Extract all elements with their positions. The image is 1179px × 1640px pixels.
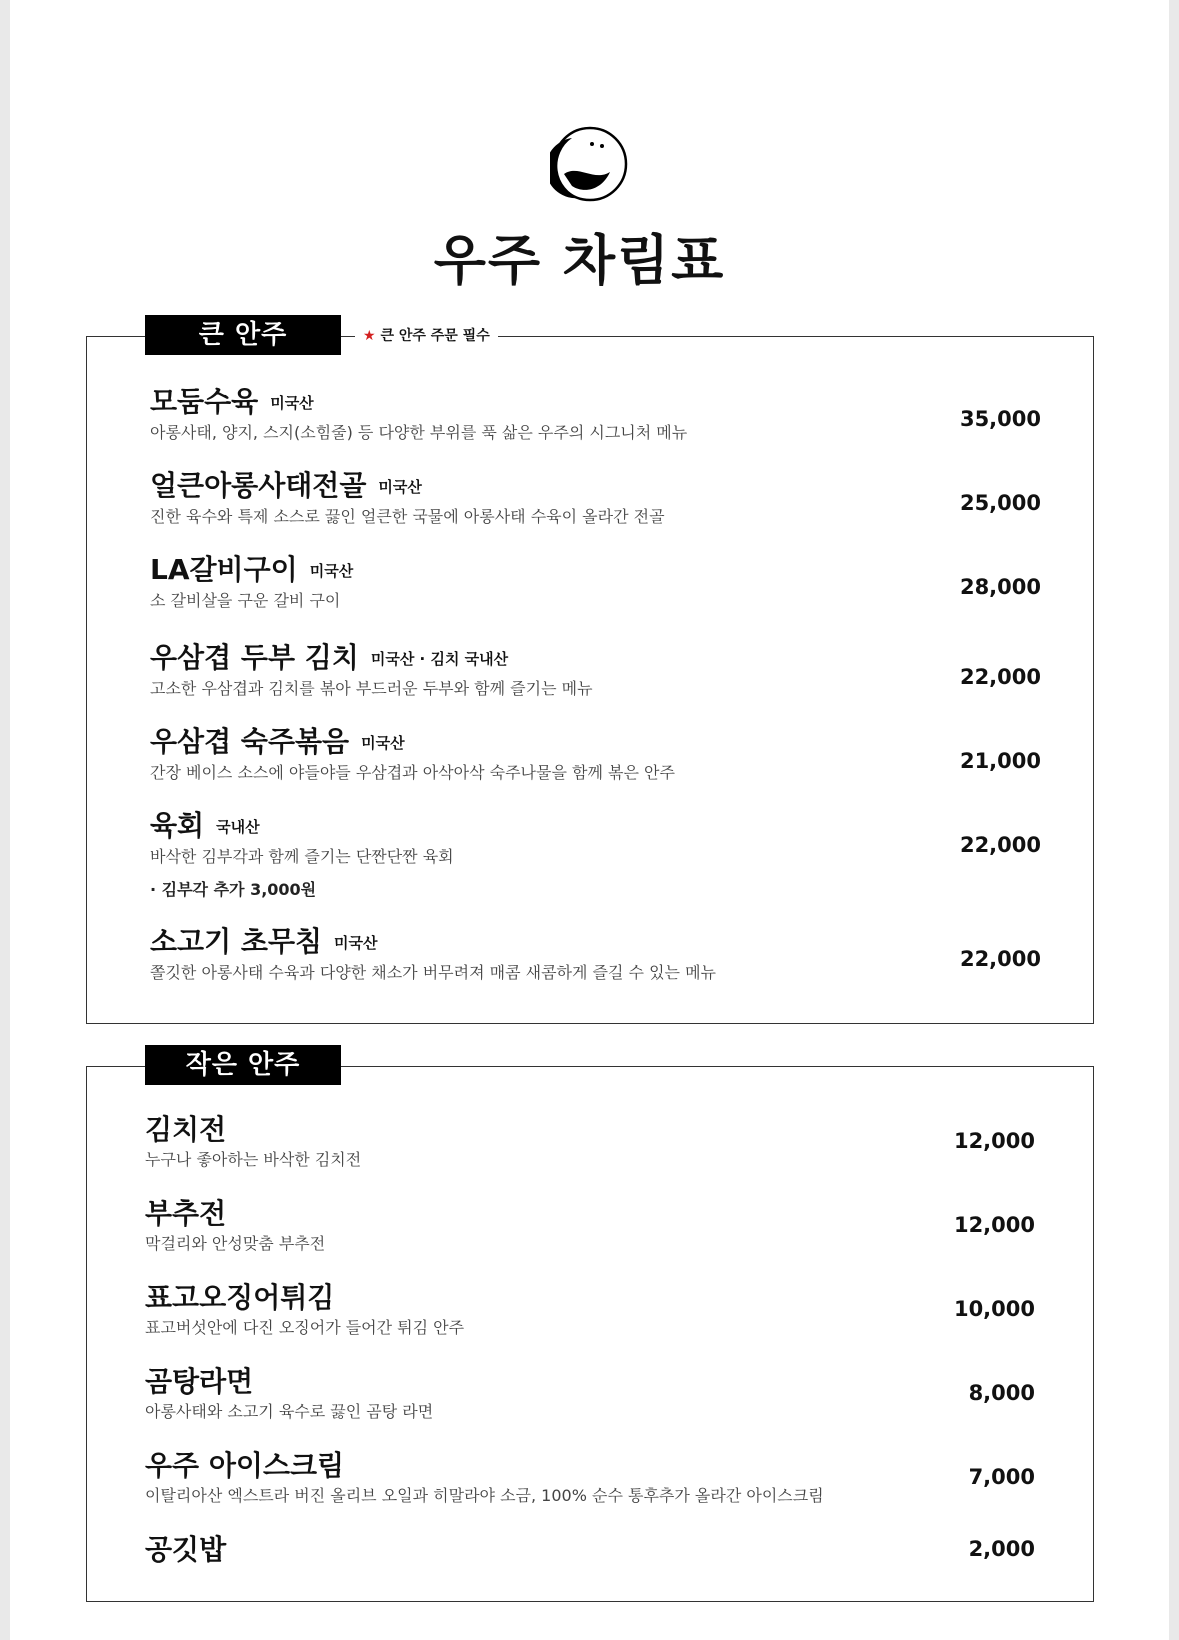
item-name: 우삼겹 두부 김치 (150, 641, 359, 674)
item-origin: 국내산 (216, 818, 260, 836)
item-name: 모둠수육 (150, 385, 259, 418)
item-origin: 미국산 (334, 934, 378, 952)
item-name: LA갈비구이 (150, 553, 298, 586)
small-appetizer-section (86, 1050, 1094, 1602)
item-name: 표고오징어튀김 (145, 1281, 335, 1314)
item-price: 21,000 (959, 749, 1041, 773)
item-desc: 소 갈비살을 구운 갈비 구이 (150, 591, 341, 610)
star-icon: ★ (363, 328, 376, 344)
item-price: 22,000 (959, 947, 1041, 971)
item-name: 김치전 (145, 1113, 227, 1146)
big-appetizer-section (86, 320, 1094, 1024)
item-desc: 누구나 좋아하는 바삭한 김치전 (145, 1150, 362, 1169)
item-price: 35,000 (959, 407, 1041, 431)
item-desc: 아롱사태, 양지, 스지(소힘줄) 등 다양한 부위를 푹 삶은 우주의 시그니처 메뉴 (150, 423, 688, 442)
item-extra-option: · 김부각 추가 3,000원 (150, 880, 317, 899)
section-label: 작은 안주 (145, 1045, 341, 1085)
item-origin: 미국산 · 김치 국내산 (370, 650, 509, 668)
item-price: 12,000 (953, 1129, 1035, 1153)
item-name: 공깃밥 (145, 1533, 227, 1566)
item-name: 부추전 (145, 1197, 227, 1230)
order-note-text: 큰 안주 주문 필수 (380, 328, 490, 344)
item-price: 22,000 (959, 665, 1041, 689)
item-desc: 바삭한 김부각과 함께 즐기는 단짠단짠 육회 (150, 847, 454, 866)
item-price: 22,000 (959, 833, 1041, 857)
item-price: 8,000 (968, 1381, 1035, 1405)
item-name: 곰탕라면 (145, 1365, 254, 1398)
item-desc: 간장 베이스 소스에 야들야들 우삼겹과 아삭아삭 숙주나물을 함께 볶은 안주 (150, 763, 675, 782)
item-price: 25,000 (959, 491, 1041, 515)
item-desc: 고소한 우삼겹과 김치를 볶아 부드러운 두부와 함께 즐기는 메뉴 (150, 679, 593, 698)
item-price: 12,000 (953, 1213, 1035, 1237)
item-price: 7,000 (968, 1465, 1035, 1489)
item-desc: 이탈리아산 엑스트라 버진 올리브 오일과 히말라야 소금, 100% 순수 통후추가 올라간 아이스크림 (145, 1486, 824, 1505)
item-name: 우주 아이스크림 (145, 1449, 345, 1482)
section-label: 큰 안주 (145, 315, 341, 355)
item-desc: 진한 육수와 특제 소스로 끓인 얼큰한 국물에 아롱사태 수육이 올라간 전골 (150, 507, 665, 526)
item-desc: 막걸리와 안성맞춤 부추전 (145, 1234, 326, 1253)
item-origin: 미국산 (309, 562, 354, 580)
item-name: 육회 (150, 809, 205, 842)
item-origin: 미국산 (270, 394, 314, 412)
page-title: 우주 차림표 (433, 229, 726, 292)
item-price: 28,000 (959, 575, 1041, 599)
item-price: 10,000 (953, 1297, 1035, 1321)
item-desc: 표고버섯안에 다진 오징어가 들어간 튀김 안주 (145, 1318, 465, 1337)
item-desc: 아롱사태와 소고기 육수로 끓인 곰탕 라면 (145, 1402, 434, 1421)
item-origin: 미국산 (378, 478, 422, 496)
item-price: 2,000 (968, 1537, 1035, 1561)
order-note (355, 325, 498, 345)
item-origin: 미국산 (361, 734, 405, 752)
item-name: 우삼겹 숙주볶음 (150, 725, 350, 758)
item-desc: 쫄깃한 아롱사태 수육과 다양한 채소가 버무려져 매콤 새콤하게 즐길 수 있는 메뉴 (150, 963, 716, 982)
moon-logo-icon (550, 124, 630, 204)
item-name: 얼큰아롱사태전골 (150, 469, 367, 502)
item-name: 소고기 초무침 (150, 925, 323, 958)
